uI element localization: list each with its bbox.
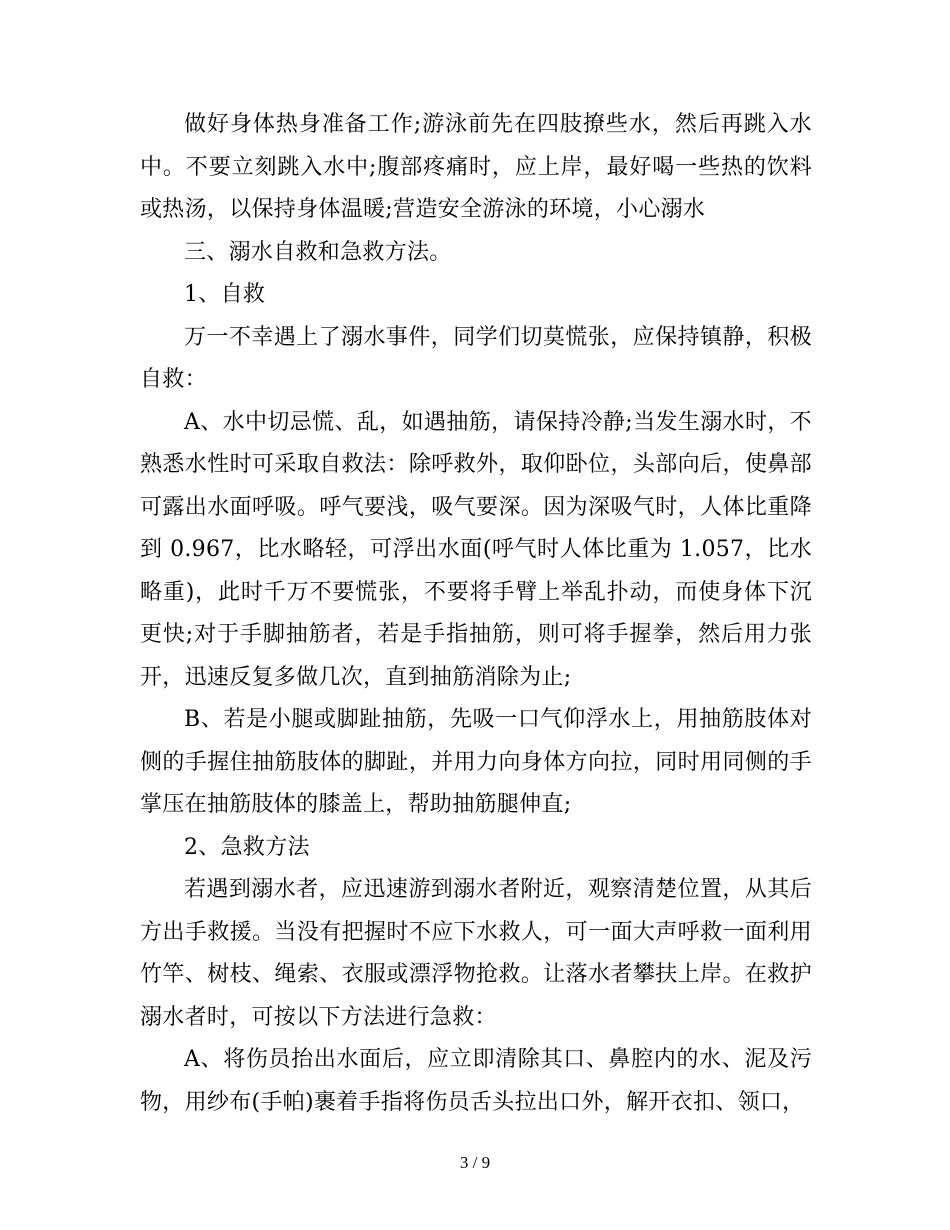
- paragraph-item-a-cramps: A、水中切忌慌、乱，如遇抽筋，请保持冷静;当发生溺水时，不熟悉水性时可采取自救法：除呼救外，取仰卧位，头部向后，使鼻部可露出水面呼吸。呼气要浅，吸气要深。因为深吸气时，人体比重降到 0.967，比水略轻，可浮出水面(呼气时人体比重为 1.057，比水略重)，此时千万不要慌张，不要将手臂上举乱扑动，而使身体下沉更快;对于手脚抽筋者，若是手指抽筋，则可将手握拳，然后用力张开，迅速反复多做几次，直到抽筋消除为止;: [140, 409, 812, 690]
- paragraph-stay-calm: 万一不幸遇上了溺水事件，同学们切莫慌张，应保持镇静，积极自救：: [140, 324, 812, 392]
- paragraph-item-a-clear-airway: A、将伤员抬出水面后，应立即清除其口、鼻腔内的水、泥及污物，用纱布(手帕)裹着手指将伤员舌头拉出口外，解开衣扣、领口，: [140, 1047, 812, 1115]
- page-number: 3 / 9: [459, 1153, 491, 1172]
- document-body: [140, 104, 812, 1124]
- paragraph-item-b-leg-cramps: B、若是小腿或脚趾抽筋，先吸一口气仰浮水上，用抽筋肢体对侧的手握住抽筋肢体的脚趾，并用力向身体方向拉，同时用同侧的手掌压在抽筋肢体的膝盖上，帮助抽筋腿伸直;: [140, 707, 812, 817]
- subheading-first-aid: 2、急救方法: [184, 834, 310, 860]
- section-heading-rescue-methods: 三、溺水自救和急救方法。: [184, 239, 452, 265]
- paragraph-rescue-approach: 若遇到溺水者，应迅速游到溺水者附近，观察清楚位置，从其后方出手救援。当没有把握时不应下水救人，可一面大声呼救一面利用竹竿、树枝、绳索、衣服或漂浮物抢救。让落水者攀扶上岸。在救护溺水者时，可按以下方法进行急救：: [140, 877, 812, 1030]
- paragraph-warmup: 做好身体热身准备工作;游泳前先在四肢撩些水，然后再跳入水中。不要立刻跳入水中;腹部疼痛时，应上岸，最好喝一些热的饮料或热汤，以保持身体温暖;营造安全游泳的环境，小心溺水: [140, 112, 812, 222]
- subheading-self-rescue: 1、自救: [184, 282, 266, 307]
